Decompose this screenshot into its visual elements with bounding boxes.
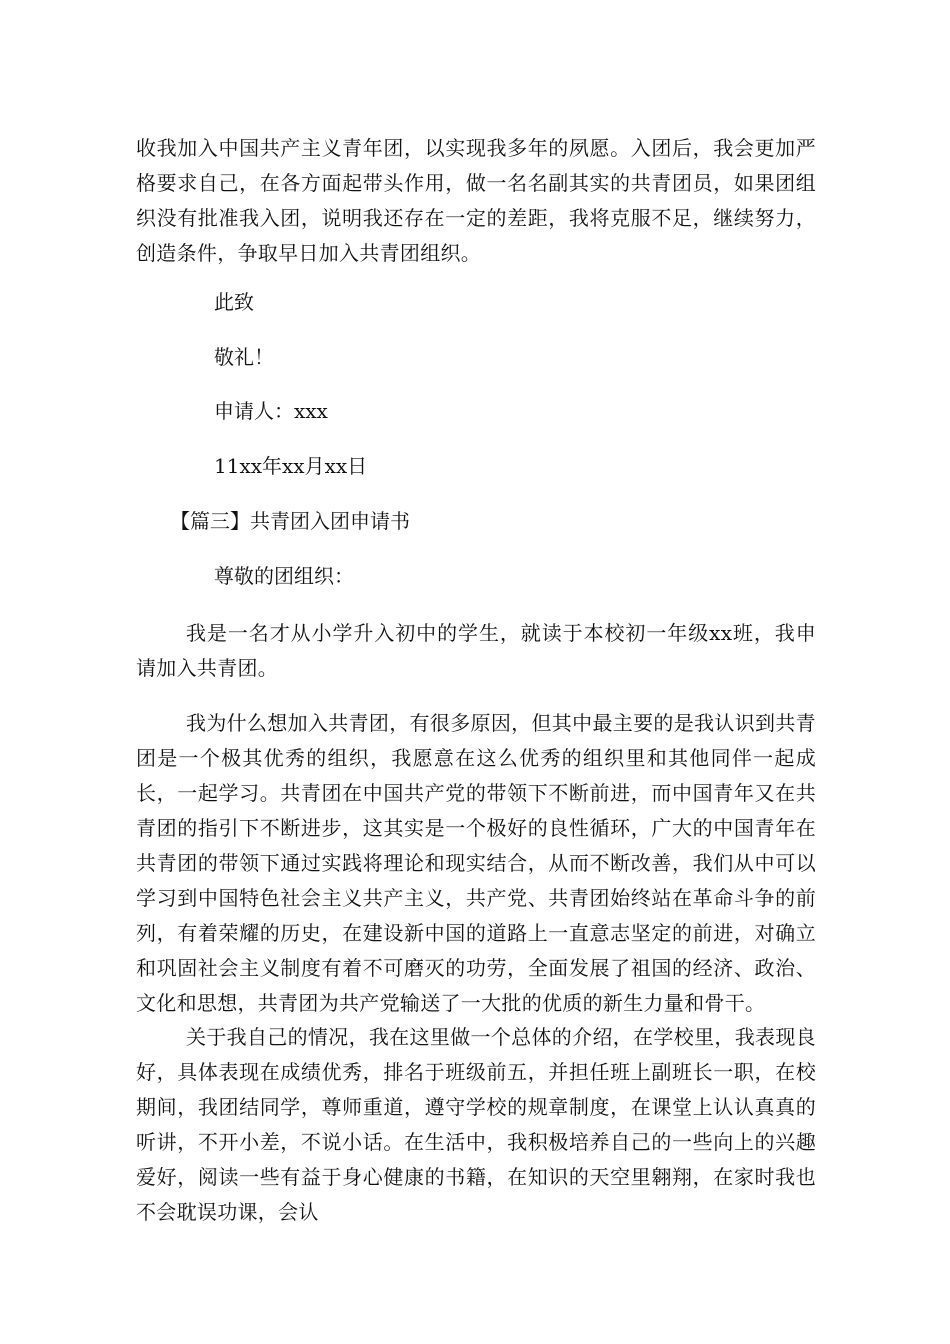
paragraph-reasons: 我为什么想加入共青团，有很多原因，但其中最主要的是我认识到共青团是一个极其优秀的组织，我愿意在这么优秀的组织里和其他同伴一起成长，一起学习。共青团在中国共产党的带领下不断前进，而中国青年又在共青团的指引下不断进步，这其实是一个极好的良性循环，广大的中国青年在共青团的带领下通过实践将理论和现实结合，从而不断改善，我们从中可以学习到中国特色社会主义共产主义，共产党、共青团始终站在革命斗争的前列，有着荣耀的历史，在建设新中国的道路上一直意志坚定的前进，对确立和巩固社会主义制度有着不可磨灭的功劳，全面发展了祖国的经济、政治、文化和思想，共青团为共产党输送了一大批的优质的新生力量和骨干。: [136, 711, 816, 1015]
paragraph-intro: 我是一名才从小学升入初中的学生，就读于本校初一年级xx班，我申请加入共青团。: [136, 621, 816, 680]
paragraph-continuation: 收我加入中国共产主义青年团，以实现我多年的夙愿。入团后，我会更加严格要求自己，在各方面起带头作用，做一名名副其实的共青团员，如果团组织没有批准我入团，说明我还存在一定的差距，我将克服不足，继续努力，创造条件，争取早日加入共青团组织。: [136, 136, 816, 265]
section-heading: 【篇三】共青团入团申请书: [170, 509, 410, 533]
application-date: 11xx年xx月xx日: [214, 454, 368, 478]
paragraph-self-introduction: 关于我自己的情况，我在这里做一个总体的介绍，在学校里，我表现良好，具体表现在成绩优秀，排名于班级前五，并担任班上副班长一职，在校期间，我团结同学，尊师重道，遵守学校的规章制度，在课堂上认认真真的听讲，不开小差，不说小话。在生活中，我积极培养自己的一些向上的兴趣爱好，阅读一些有益于身心健康的书籍，在知识的天空里翱翔，在家时我也不会耽误功课，会认: [136, 1025, 816, 1224]
closing-salute: 敬礼！: [214, 345, 274, 369]
closing-greeting: 此致: [214, 290, 254, 314]
applicant-signature: 申请人：xxx: [214, 399, 328, 423]
salutation: 尊敬的团组织：: [214, 564, 354, 588]
